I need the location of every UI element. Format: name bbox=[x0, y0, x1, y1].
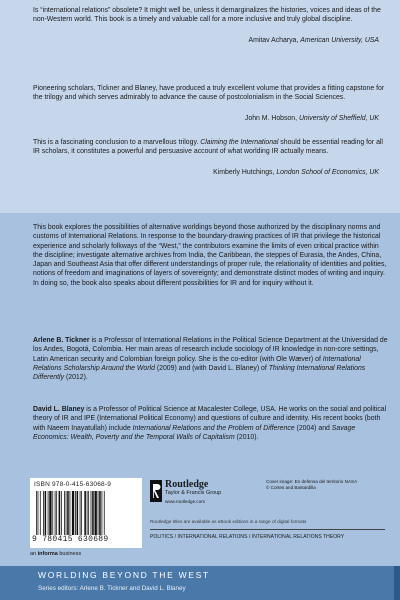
barcode-icon bbox=[36, 491, 136, 535]
publisher-group: Taylor & Francis Group bbox=[165, 490, 222, 496]
book-description: This book explores the possibilities of alternative worldings beyond those authorized by the disciplinary norms and customs of International Relations. In response to the boundary-drawing practices of IR that privilege the historical experience and scholarly folkways of the “West,” the contributors examine the limits of even critical practice within the discipline; investigate alternative archives from India, the Caribbean, the steppes of Eurasia, the Andes, China, Japan and Southeast Asia that offer different understandings of proper rule, the relationality of identities and polities, notions of freedom and imaginations of layers of sovereignty; and demonstrate distinct modes of writing and inquiry. In doing so, the book also speaks about different possibilities for IR and for inquiry without it. bbox=[33, 224, 387, 287]
divider bbox=[150, 529, 385, 530]
endorsement-quote-3: This is a fascinating conclusion to a marvellous trilogy. Claiming the International should be essential reading for all IR scholars, it constitutes a powerful and persuasive account of what worlding IR actually means. bbox=[33, 139, 383, 156]
band-accent bbox=[394, 566, 400, 600]
editor-name-blaney: David L. Blaney bbox=[33, 406, 85, 413]
endorsement-attribution-3: Kimberly Hutchings, London School of Economics, UK bbox=[213, 169, 379, 176]
editor-name-tickner: Arlene B. Tickner bbox=[33, 337, 90, 344]
publisher-url: www.routledge.com bbox=[165, 499, 206, 504]
endorsement-attribution-1: Amitav Acharya, American University, USA bbox=[248, 37, 379, 44]
series-editors: Series editors: Arlene B. Tickner and David L. Blaney bbox=[38, 585, 186, 592]
endorsement-quote-1: Is “international relations” obsolete? It might well be, unless it demarginalizes the histories, voices and ideas of the non-Western world. This book is a timely and valuable call for a more inclusive and truly global discipline. bbox=[33, 7, 381, 24]
subject-categories: POLITICS / INTERNATIONAL RELATIONS / INTERNATIONAL RELATIONS THEORY bbox=[150, 534, 345, 540]
cover-image-credit: Cover image: En defensa del territorio NASA © Cortes and Bastardilla bbox=[266, 479, 358, 490]
publisher-logo bbox=[150, 478, 250, 510]
barcode-digits: 9 780415 630689 bbox=[32, 535, 109, 544]
editor-bio-blaney: David L. Blaney is a Professor of Political Science at Macalester College, USA. He works on the social and political theory of IR and IPE (International Political Economy) and questions of culture and identity. His recent books (both with Naeem Inayatullah) include International Relations and the Problem of Difference (2004) and Savage Economics: Wealth, Poverty and the Temporal Walls of Capitalism (2010). bbox=[33, 406, 387, 441]
endorsement-attribution-2: John M. Hobson, University of Sheffield, UK bbox=[244, 115, 379, 122]
endorsements-panel bbox=[0, 0, 400, 213]
ebook-note: Routledge titles are available as eBook editions in a range of digital formats bbox=[150, 519, 307, 524]
series-title: WORLDING BEYOND THE WEST bbox=[38, 570, 210, 580]
barcode-block bbox=[30, 478, 142, 548]
publisher-name: Routledge bbox=[165, 479, 209, 490]
isbn-label: ISBN 978-0-415-63068-9 bbox=[34, 481, 112, 488]
routledge-logo-icon bbox=[150, 480, 162, 502]
informa-business-note: an informa business bbox=[30, 551, 82, 557]
editor-bio-tickner: Arlene B. Tickner is a Professor of International Relations in the Political Science Department at the Universidad de los Andes, Bogotá, Colombia. Her main areas of research include sociology of IR knowledge in non-core settings, Latin American security and Colombian foreign policy. She is the co-editor (with Ole Wæver) of International Relations Scholarship Around the World (2009) and (with David L. Blaney) of Thinking International Relations Differently (2012). bbox=[33, 337, 388, 381]
series-band bbox=[0, 566, 400, 600]
endorsement-quote-2: Pioneering scholars, Tickner and Blaney, have produced a truly excellent volume that provides a fitting capstone for the trilogy and which serves admirably to advance the cause of postcolonialism in the Social Sciences. bbox=[33, 85, 385, 102]
